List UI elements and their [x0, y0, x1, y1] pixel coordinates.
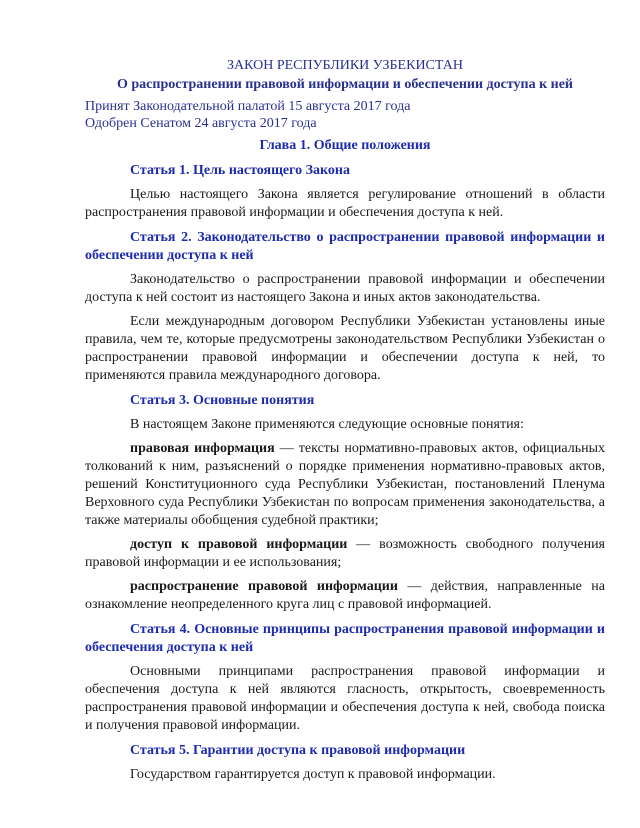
article-paragraph: [85, 536, 605, 572]
paragraph-text: Законодательство о распространении правовой информации и обеспечении доступа к ней состоит из настоящего Закона и иных актов законодательства.: [85, 272, 605, 305]
paragraph-text: В настоящем Законе применяются следующие основные понятия:: [130, 417, 524, 432]
term-bold: распространение правовой информации: [130, 579, 398, 594]
article-heading: Статья 1. Цель настоящего Закона: [130, 163, 350, 178]
chapter-heading: Глава 1. Общие положения: [259, 138, 431, 153]
document-subtitle: О распространении правовой информации и обеспечении доступа к ней: [117, 77, 573, 92]
article-paragraph: [85, 186, 605, 222]
article-heading: Статья 5. Гарантии доступа к правовой информации: [130, 743, 466, 758]
paragraph-text: — действия, направленные на ознакомление неопределенного круга лиц с правовой информацией.: [85, 579, 605, 612]
article: [85, 392, 605, 614]
paragraph-text: — тексты нормативно-правовых актов, официальных толкований к ним, разъяснений о порядке применения нормативно-правовых актов, решений Конституционного суда Республики Узбекистан, постановлений Пленума Верховного суда Республики Узбекистан по вопросам применения законодательства, а также материалы обобщения судебной практики;: [85, 441, 605, 528]
article-paragraph: [85, 766, 605, 784]
paragraph-text: — возможность свободного получения правовой информации и ее использования;: [85, 537, 605, 570]
paragraph-text: Если международным договором Республики Узбекистан установлены иные правила, чем те, которые предусмотрены законодательством Республики Узбекистан о распространении правовой информации и обеспечении доступа к ней, то применяются правила международного договора.: [85, 314, 605, 383]
article-heading: Статья 4. Основные принципы распространения правовой информации и обеспечения доступа к ней: [85, 622, 605, 655]
article-paragraph: [85, 271, 605, 307]
adopted-line: Принят Законодательной палатой 15 августа 2017 года: [85, 99, 411, 114]
article: [85, 162, 605, 222]
adoption-info: [85, 98, 605, 132]
article: [85, 742, 605, 784]
article-paragraph: [85, 578, 605, 614]
paragraph-text: Основными принципами распространения правовой информации и обеспечения доступа к ней являются гласность, открытость, своевременность распространения правовой информации и обеспечения доступа к ней, свобода поиска и получения правовой информации.: [85, 664, 605, 733]
paragraph-text: Государством гарантируется доступ к правовой информации.: [130, 767, 496, 782]
term-bold: доступ к правовой информации: [130, 537, 348, 552]
article-heading: Статья 2. Законодательство о распространении правовой информации и обеспечении доступа к ней: [85, 230, 605, 263]
article-paragraph: [85, 416, 605, 434]
article: [85, 229, 605, 385]
articles-section: [85, 162, 605, 784]
article-paragraph: [85, 663, 605, 735]
article-paragraph: [85, 313, 605, 385]
approved-line: Одобрен Сенатом 24 августа 2017 года: [85, 116, 317, 131]
article-heading: Статья 3. Основные понятия: [130, 393, 315, 408]
term-bold: правовая информация: [130, 441, 275, 456]
article-paragraph: [85, 440, 605, 530]
article: [85, 621, 605, 735]
paragraph-text: Целью настоящего Закона является регулирование отношений в области распространения правовой информации и обеспечения доступа к ней.: [85, 187, 605, 220]
document-title: ЗАКОН РЕСПУБЛИКИ УЗБЕКИСТАН: [227, 58, 463, 73]
